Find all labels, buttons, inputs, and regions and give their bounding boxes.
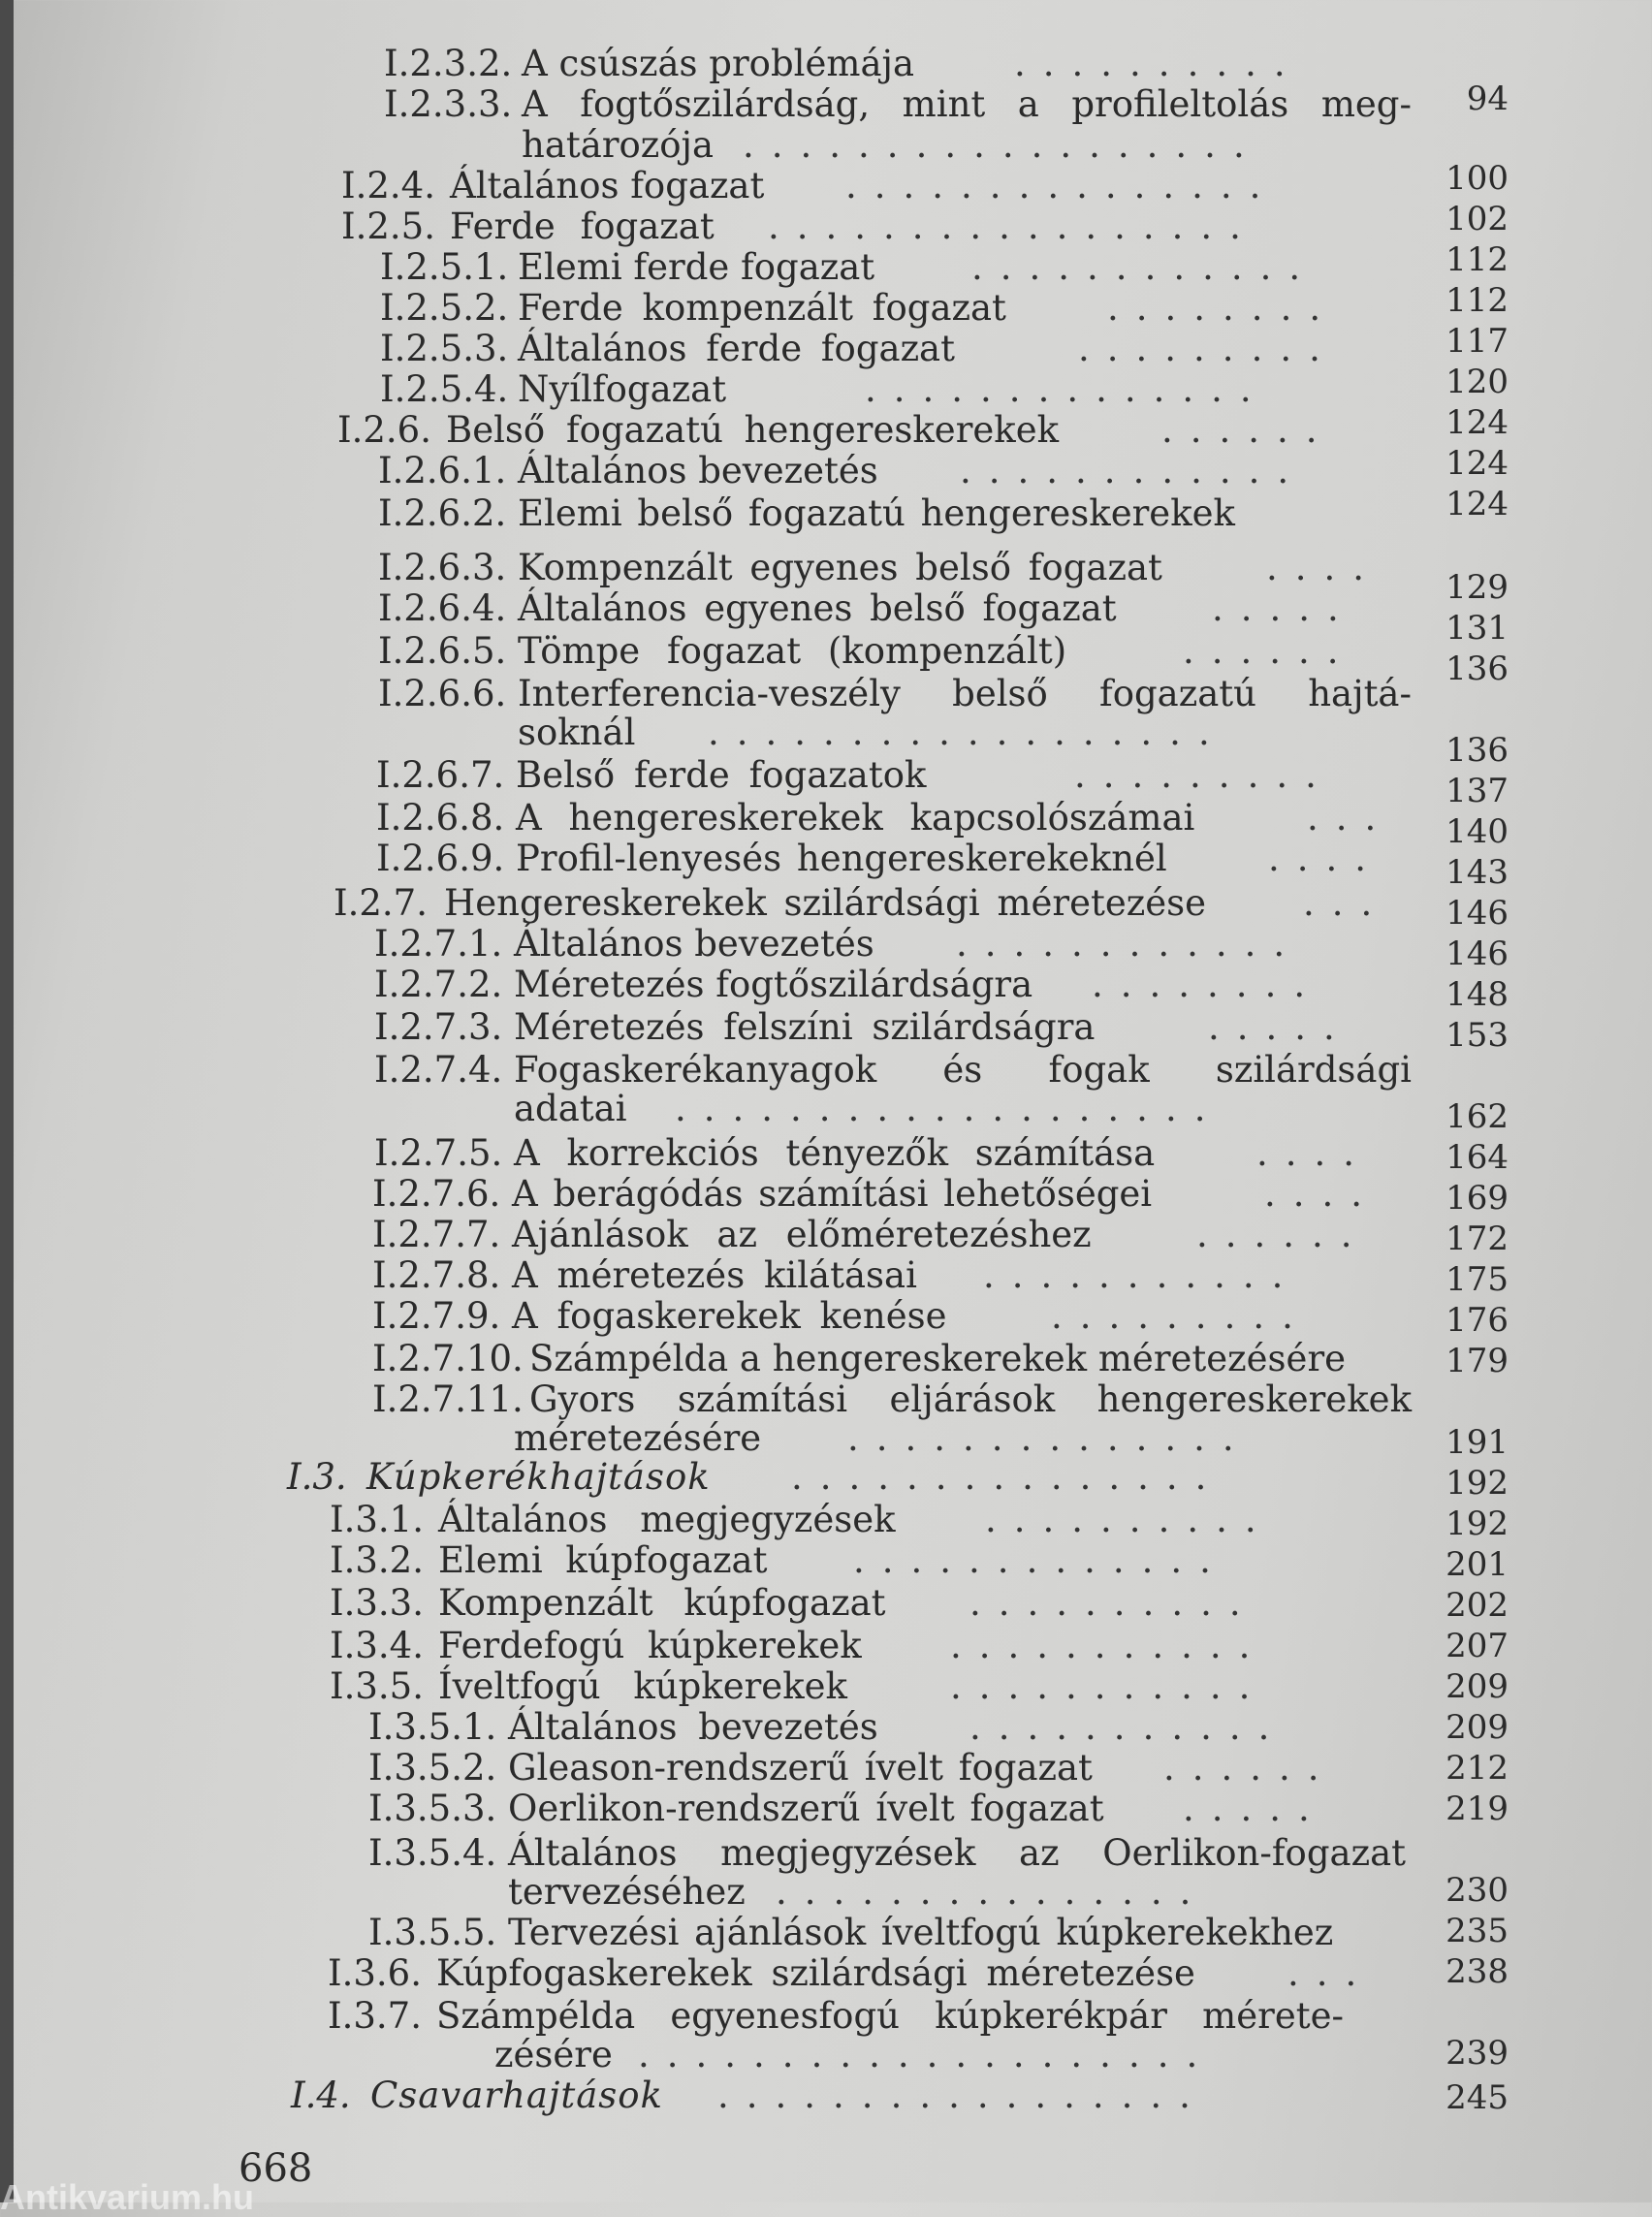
- toc-entry-1.3.5.5: [368, 1912, 1412, 1954]
- dot-leader: ..................: [743, 124, 1262, 166]
- dot-leader: .............: [853, 1539, 1228, 1581]
- entry-title: Általános bevezetés: [508, 1706, 878, 1748]
- entry-title: Elemi kúpfogazat: [438, 1539, 768, 1581]
- entry-title: A fogtőszilárdság, mint a profileltolás meg-: [522, 83, 1412, 125]
- toc-entry-1.2.5.3: [380, 328, 1412, 370]
- dot-leader: ......: [1196, 1214, 1370, 1255]
- toc-entry-1.2.5: [341, 206, 1412, 248]
- entry-number: I.3.5.3.: [368, 1788, 497, 1829]
- entry-number: I.2.7.11.: [372, 1378, 524, 1420]
- entry-title: Fogaskerékanyagok és fogak szilárdsági: [514, 1049, 1412, 1091]
- entry-title: Általános megjegyzések az Oerlikon-fogazat: [508, 1832, 1406, 1874]
- entry-number: I.2.6.7.: [376, 754, 505, 796]
- toc-entry-1.3.3: [330, 1582, 1412, 1625]
- entry-number: I.2.7.4.: [374, 1049, 503, 1091]
- dot-leader: .................: [717, 2074, 1208, 2116]
- entry-page: 192: [1446, 1504, 1509, 1543]
- dot-leader: ...................: [675, 1088, 1223, 1129]
- entry-number: I.2.5.: [341, 206, 435, 247]
- entry-title: Általános egyenes belső fogazat: [518, 587, 1117, 629]
- dot-leader: .........: [1078, 328, 1338, 369]
- entry-title: határozója: [522, 124, 715, 166]
- entry-page: 219: [1446, 1789, 1509, 1828]
- entry-number: I.2.6.: [337, 409, 431, 451]
- toc-entry-1.3.6: [328, 1952, 1412, 1995]
- entry-page: 207: [1446, 1627, 1509, 1665]
- entry-page: 164: [1446, 1138, 1509, 1177]
- dot-leader: ..........: [969, 1582, 1258, 1624]
- dot-leader: ........: [1092, 964, 1323, 1005]
- entry-title: A csúszás problémája: [522, 43, 915, 84]
- entry-page: 94: [1466, 79, 1509, 118]
- dot-leader: ..........: [985, 1499, 1274, 1540]
- toc-entry-1.2.4: [341, 165, 1412, 207]
- entry-title: Kompenzált egyenes belső fogazat: [518, 547, 1162, 588]
- entry-title: soknál: [518, 712, 636, 753]
- entry-number: I.2.6.1.: [378, 450, 507, 491]
- entry-title: Gleason-rendszerű ívelt fogazat: [508, 1747, 1093, 1789]
- dot-leader: ......: [1161, 409, 1335, 451]
- dot-leader: ............: [960, 450, 1307, 491]
- dot-leader: ..............: [847, 1417, 1252, 1459]
- entry-number: I.2.7.5.: [374, 1132, 503, 1174]
- entry-page: 117: [1446, 322, 1509, 361]
- entry-title: Nyílfogazat: [518, 368, 727, 410]
- entry-number: I.3.7.: [328, 1995, 422, 2037]
- entry-number: I.2.7.7.: [372, 1214, 501, 1255]
- dot-leader: ........: [1107, 287, 1339, 329]
- entry-page: 100: [1446, 159, 1509, 198]
- entry-title: A hengereskerekek kapcsolószámai: [516, 797, 1195, 839]
- entry-number: I.2.6.6.: [378, 673, 507, 714]
- entry-page: 245: [1446, 2078, 1509, 2117]
- entry-page: 131: [1446, 609, 1509, 648]
- entry-page: 209: [1446, 1667, 1509, 1706]
- dot-leader: ...: [1307, 797, 1394, 839]
- entry-number: I.2.7.9.: [372, 1295, 501, 1337]
- dot-leader: ...............: [776, 1871, 1209, 1913]
- toc-entry-1.2.7.9: [372, 1295, 1412, 1338]
- entry-number: I.2.6.9.: [376, 838, 505, 879]
- dot-leader: ...............: [845, 165, 1279, 206]
- dot-leader: ....: [1256, 1132, 1373, 1174]
- entry-number: I.2.6.4.: [378, 587, 507, 629]
- entry-title: Elemi belső fogazatú hengereskerekek: [518, 492, 1235, 534]
- toc-entry-1.2.6.7: [376, 754, 1412, 797]
- entry-page: 191: [1446, 1423, 1509, 1462]
- entry-number: I.2.4.: [341, 165, 435, 206]
- entry-page: 179: [1446, 1342, 1509, 1380]
- dot-leader: ....: [1264, 1173, 1381, 1215]
- toc-entry-1.2.7.6: [372, 1173, 1412, 1216]
- dot-leader: ...........: [983, 1254, 1301, 1296]
- dot-leader: ..................: [708, 712, 1227, 753]
- toc-entry-1.2.6.1: [378, 450, 1412, 492]
- entry-title: Belső ferde fogazatok: [516, 754, 927, 796]
- entry-number: I.2.6.8.: [376, 797, 505, 839]
- entry-number: I.2.7.8.: [372, 1254, 501, 1296]
- entry-title: Tervezési ajánlások íveltfogú kúpkerekekhez: [508, 1912, 1334, 1953]
- entry-number: I.4.: [291, 2074, 351, 2116]
- entry-title: méretezésére: [514, 1417, 762, 1459]
- toc-entry-1.3.2: [330, 1539, 1412, 1582]
- entry-page: 143: [1446, 853, 1509, 892]
- entry-page: 162: [1446, 1097, 1509, 1136]
- entry-page: 137: [1446, 772, 1509, 810]
- toc-entry-1.2.6.8: [376, 797, 1412, 839]
- dot-leader: ......: [1163, 1747, 1337, 1789]
- toc-entry-1.2.6.9: [376, 838, 1412, 880]
- entry-number: I.3.2.: [330, 1539, 424, 1581]
- entry-page: 169: [1446, 1179, 1509, 1218]
- toc-entry-continuation: [374, 1088, 1412, 1130]
- entry-title: Ferde fogazat: [450, 206, 715, 247]
- entry-number: I.3.: [287, 1456, 347, 1498]
- toc-entry-1.2.6.4: [378, 587, 1412, 630]
- toc-entry-continuation: [328, 2034, 1412, 2076]
- entry-title: A méretezés kilátásai: [512, 1254, 917, 1296]
- entry-title: Elemi ferde fogazat: [518, 246, 875, 288]
- entry-title: tervezéséhez: [508, 1871, 746, 1913]
- entry-page: 112: [1446, 240, 1509, 279]
- entry-page: 239: [1446, 2034, 1509, 2073]
- toc-entry-1.3.4: [330, 1625, 1412, 1667]
- toc-entry-1.3.1: [330, 1499, 1412, 1541]
- toc-entry-continuation: [372, 1417, 1412, 1460]
- toc-entry-1.2.3.2: [384, 43, 1412, 85]
- dot-leader: ....................: [638, 2034, 1216, 2075]
- entry-page: 230: [1446, 1871, 1509, 1910]
- entry-title: Gyors számítási eljárások hengereskerekek: [529, 1378, 1412, 1420]
- entry-page: 148: [1446, 975, 1509, 1014]
- entry-title: A berágódás számítási lehetőségei: [512, 1173, 1153, 1215]
- toc-entry-continuation: [378, 712, 1412, 754]
- toc-entry-1.2.7.11: [372, 1378, 1412, 1421]
- dot-leader: .........: [1074, 754, 1334, 796]
- entry-page: 129: [1446, 568, 1509, 607]
- entry-number: I.2.6.3.: [378, 547, 507, 588]
- entry-page: 153: [1446, 1016, 1509, 1055]
- entry-page: 238: [1446, 1952, 1509, 1991]
- entry-title: Hengereskerekek szilárdsági méretezése: [444, 882, 1207, 924]
- entry-page: 136: [1446, 731, 1509, 770]
- entry-title: Általános megjegyzések: [438, 1499, 896, 1540]
- toc-entry-1.2.7.4: [374, 1049, 1412, 1092]
- dot-leader: ......: [1183, 630, 1356, 672]
- entry-number: I.3.5.5.: [368, 1912, 497, 1953]
- entry-title: Kúpfogaskerekek szilárdsági méretezése: [436, 1952, 1195, 1994]
- entry-page: 172: [1446, 1219, 1509, 1258]
- toc-entry-1.3.7: [328, 1995, 1412, 2038]
- entry-title: zésére: [494, 2034, 613, 2075]
- entry-page: 212: [1446, 1749, 1509, 1788]
- toc-entry-1.2.7.1: [374, 923, 1412, 966]
- entry-title: Általános bevezetés: [518, 450, 878, 491]
- entry-number: I.2.5.4.: [380, 368, 509, 410]
- entry-title: Interferencia-veszély belső fogazatú hajtá-: [518, 673, 1412, 714]
- entry-page: 146: [1446, 894, 1509, 933]
- entry-page: 192: [1446, 1464, 1509, 1503]
- toc-entry-1.2.7: [334, 882, 1412, 925]
- entry-title: Kompenzált kúpfogazat: [438, 1582, 886, 1624]
- dot-leader: ............: [971, 246, 1318, 288]
- dot-leader: ...: [1287, 1952, 1375, 1994]
- entry-title: A fogaskerekek kenése: [512, 1295, 947, 1337]
- dot-leader: ....: [1266, 547, 1382, 588]
- entry-number: I.3.5.4.: [368, 1832, 497, 1874]
- toc-entry-1.2.5.1: [380, 246, 1412, 289]
- dot-leader: ....: [1268, 838, 1384, 879]
- toc-entry-1.2.6.2: [378, 492, 1412, 535]
- toc-entry-1.2.3.3: [384, 83, 1412, 126]
- entry-number: I.3.5.1.: [368, 1706, 497, 1748]
- entry-number: I.3.5.2.: [368, 1747, 497, 1789]
- entry-title: Méretezés fogtőszilárdságra: [514, 964, 1033, 1005]
- entry-number: I.2.5.3.: [380, 328, 509, 369]
- entry-title: Tömpe fogazat (kompenzált): [518, 630, 1067, 672]
- dot-leader: ...........: [950, 1665, 1268, 1707]
- entry-number: I.2.3.2.: [384, 43, 513, 84]
- entry-page: 124: [1446, 403, 1509, 442]
- entry-page: 146: [1446, 934, 1509, 973]
- dot-leader: ..............: [865, 368, 1269, 410]
- entry-number: I.2.6.5.: [378, 630, 507, 672]
- toc-entry-1.2.5.4: [380, 368, 1412, 411]
- entry-page: 235: [1446, 1912, 1509, 1950]
- toc-entry-1.3.5.1: [368, 1706, 1412, 1749]
- entry-page: 201: [1446, 1545, 1509, 1584]
- entry-title: Számpélda a hengereskerekek méretezésére: [529, 1338, 1347, 1379]
- entry-title: Általános fogazat: [450, 165, 765, 206]
- toc-entry-continuation: [384, 124, 1412, 167]
- toc-entry-1.2.5.2: [380, 287, 1412, 330]
- entry-page: 140: [1446, 812, 1509, 851]
- watermark-text: Antikvarium.hu: [0, 2177, 255, 2217]
- dot-leader: .....: [1208, 1006, 1352, 1048]
- entry-title: Kúpkerékhajtások: [366, 1456, 711, 1498]
- entry-number: I.2.7.2.: [374, 964, 503, 1005]
- toc-entry-1.3.5.3: [368, 1788, 1412, 1830]
- dot-leader: .....: [1183, 1788, 1327, 1829]
- toc-entry-1.4: [291, 2074, 1412, 2117]
- toc-entry-1.2.7.2: [374, 964, 1412, 1006]
- entry-number: I.2.7.6.: [372, 1173, 501, 1215]
- entry-number: I.2.5.1.: [380, 246, 509, 288]
- dot-leader: ............: [956, 923, 1303, 965]
- dot-leader: ..........: [1014, 43, 1303, 84]
- entry-title: Belső fogazatú hengereskerekek: [446, 409, 1060, 451]
- toc-entry-1.2.7.8: [372, 1254, 1412, 1297]
- entry-number: I.3.6.: [328, 1952, 422, 1994]
- entry-page: 102: [1446, 200, 1509, 238]
- entry-title: Profil-lenyesés hengereskerekeknél: [516, 838, 1167, 879]
- toc-entry-1.2.6.6: [378, 673, 1412, 715]
- toc-entry-1.2.7.5: [374, 1132, 1412, 1175]
- dot-leader: ...........: [950, 1625, 1268, 1666]
- entry-title: Íveltfogú kúpkerekek: [438, 1665, 847, 1707]
- toc-entry-1.3: [287, 1456, 1412, 1499]
- toc-entry-1.2.7.10: [372, 1338, 1412, 1380]
- dot-leader: .....: [1212, 587, 1356, 629]
- entry-title: Csavarhajtások: [370, 2074, 663, 2116]
- entry-page: 202: [1446, 1586, 1509, 1625]
- entry-title: Oerlikon-rendszerű ívelt fogazat: [508, 1788, 1104, 1829]
- toc-entry-1.2.6.5: [378, 630, 1412, 673]
- entry-number: I.3.4.: [330, 1625, 424, 1666]
- toc-entry-1.2.7.3: [374, 1006, 1412, 1049]
- entry-number: I.3.5.: [330, 1665, 424, 1707]
- dot-leader: ...: [1303, 882, 1390, 924]
- toc-entry-1.2.7.7: [372, 1214, 1412, 1256]
- entry-title: Ajánlások az előméretezéshez: [512, 1214, 1092, 1255]
- entry-title: Ferdefogú kúpkerekek: [438, 1625, 862, 1666]
- entry-number: I.2.6.2.: [378, 492, 507, 534]
- toc-entry-1.3.5.4: [368, 1832, 1412, 1875]
- entry-page: 209: [1446, 1708, 1509, 1747]
- entry-title: adatai: [514, 1088, 627, 1129]
- entry-title: Általános ferde fogazat: [518, 328, 955, 369]
- entry-page: 124: [1446, 485, 1509, 523]
- entry-title: Méretezés felszíni szilárdságra: [514, 1006, 1096, 1048]
- entry-number: I.2.5.2.: [380, 287, 509, 329]
- dot-leader: .................: [768, 206, 1258, 247]
- entry-number: I.2.7.1.: [374, 923, 503, 965]
- entry-title: A korrekciós tényezők számítása: [514, 1132, 1156, 1174]
- entry-number: I.2.7.10.: [372, 1338, 524, 1379]
- entry-number: I.2.7.3.: [374, 1006, 503, 1048]
- entry-page: 112: [1446, 281, 1509, 320]
- toc-entry-1.3.5.2: [368, 1747, 1412, 1789]
- entry-page: 175: [1446, 1260, 1509, 1299]
- entry-title: Ferde kompenzált fogazat: [518, 287, 1006, 329]
- page-number: 668: [238, 2146, 313, 2191]
- entry-page: 120: [1446, 363, 1509, 401]
- dot-leader: .........: [1051, 1295, 1311, 1337]
- entry-title: Számpélda egyenesfogú kúpkerékpár mérete-: [436, 1995, 1344, 2037]
- entry-number: I.2.7.: [334, 882, 428, 924]
- toc-entry-1.2.6.3: [378, 547, 1412, 589]
- entry-number: I.2.3.3.: [384, 83, 513, 125]
- toc-entry-1.2.6: [337, 409, 1412, 452]
- entry-page: 176: [1446, 1301, 1509, 1340]
- entry-number: I.3.1.: [330, 1499, 424, 1540]
- dot-leader: ...........: [969, 1706, 1287, 1748]
- entry-title: Általános bevezetés: [514, 923, 874, 965]
- dot-leader: ...............: [791, 1456, 1224, 1498]
- entry-number: I.3.3.: [330, 1582, 424, 1624]
- entry-page: 124: [1446, 444, 1509, 483]
- toc-entry-1.3.5: [330, 1665, 1412, 1708]
- toc-entry-continuation: [368, 1871, 1412, 1914]
- entry-page: 136: [1446, 649, 1509, 688]
